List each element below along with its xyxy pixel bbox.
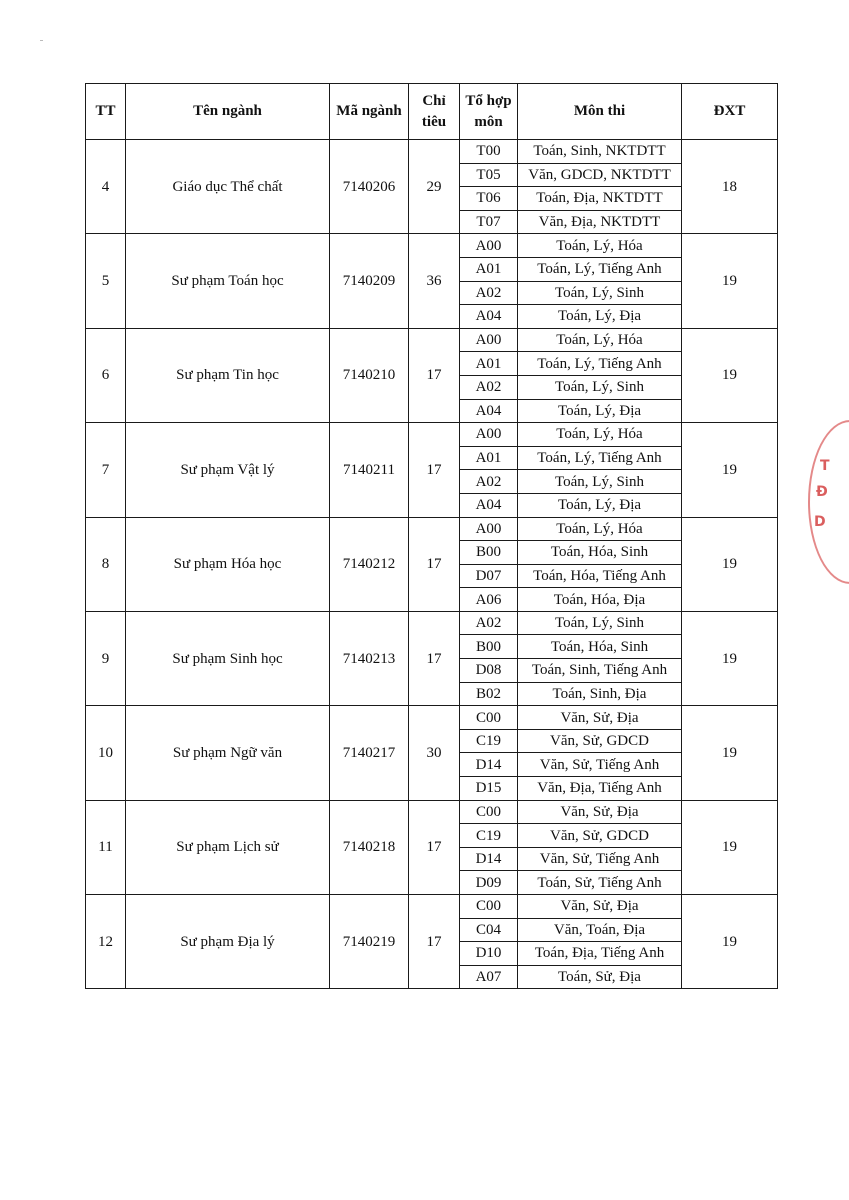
combo-code: C19 (460, 729, 518, 753)
exam-subjects: Toán, Sử, Địa (518, 965, 682, 989)
combo-code: D14 (460, 847, 518, 871)
major-code: 7140206 (330, 140, 409, 234)
exam-subjects: Văn, Sử, GDCD (518, 729, 682, 753)
header-major-code: Mã ngành (330, 84, 409, 140)
table-row (86, 706, 778, 730)
header-subject-combo: Tổ hợp môn (460, 84, 518, 140)
row-number: 8 (86, 517, 126, 611)
major-code: 7140212 (330, 517, 409, 611)
header-quota: Chỉ tiêu (409, 84, 460, 140)
table-row (86, 423, 778, 447)
combo-code: D09 (460, 871, 518, 895)
combo-code: B02 (460, 682, 518, 706)
table-row (86, 517, 778, 541)
seal-letter: Đ (816, 484, 828, 500)
major-code: 7140209 (330, 234, 409, 328)
quota: 17 (409, 423, 460, 517)
combo-code: A06 (460, 588, 518, 612)
major-code: 7140211 (330, 423, 409, 517)
exam-subjects: Toán, Địa, NKTDTT (518, 187, 682, 211)
table-row (86, 234, 778, 258)
combo-code: B00 (460, 635, 518, 659)
exam-subjects: Toán, Lý, Sinh (518, 611, 682, 635)
exam-subjects: Toán, Lý, Tiếng Anh (518, 446, 682, 470)
quota: 36 (409, 234, 460, 328)
quota: 17 (409, 517, 460, 611)
seal-letter: D (814, 514, 826, 530)
exam-subjects: Toán, Lý, Tiếng Anh (518, 257, 682, 281)
seal-letter: T (820, 458, 830, 474)
combo-code: A01 (460, 257, 518, 281)
exam-subjects: Văn, GDCD, NKTDTT (518, 163, 682, 187)
row-number: 9 (86, 611, 126, 705)
exam-subjects: Toán, Sinh, Địa (518, 682, 682, 706)
table-row (86, 895, 778, 919)
combo-code: C19 (460, 824, 518, 848)
exam-subjects: Toán, Sinh, NKTDTT (518, 140, 682, 164)
combo-code: A00 (460, 328, 518, 352)
exam-subjects: Toán, Lý, Địa (518, 399, 682, 423)
combo-code: B00 (460, 541, 518, 565)
exam-subjects: Toán, Hóa, Sinh (518, 635, 682, 659)
admission-score: 19 (682, 800, 778, 894)
exam-subjects: Toán, Lý, Hóa (518, 423, 682, 447)
exam-subjects: Toán, Lý, Hóa (518, 517, 682, 541)
combo-code: A02 (460, 470, 518, 494)
major-name: Sư phạm Lịch sử (126, 800, 330, 894)
exam-subjects: Toán, Lý, Sinh (518, 470, 682, 494)
table-header (86, 84, 778, 140)
row-number: 10 (86, 706, 126, 800)
exam-subjects: Toán, Lý, Hóa (518, 328, 682, 352)
major-name: Sư phạm Địa lý (126, 895, 330, 989)
table-row (86, 140, 778, 164)
combo-code: C00 (460, 706, 518, 730)
exam-subjects: Toán, Hóa, Tiếng Anh (518, 564, 682, 588)
quota: 30 (409, 706, 460, 800)
exam-subjects: Toán, Hóa, Địa (518, 588, 682, 612)
table-row (86, 611, 778, 635)
row-number: 6 (86, 328, 126, 422)
combo-code: A04 (460, 399, 518, 423)
major-name: Giáo dục Thể chất (126, 140, 330, 234)
exam-subjects: Văn, Sử, Địa (518, 895, 682, 919)
combo-code: A02 (460, 281, 518, 305)
header-admission-score: ĐXT (682, 84, 778, 140)
combo-code: T00 (460, 140, 518, 164)
exam-subjects: Văn, Địa, NKTDTT (518, 210, 682, 234)
combo-code: A02 (460, 375, 518, 399)
combo-code: A00 (460, 423, 518, 447)
table-row (86, 800, 778, 824)
major-name: Sư phạm Ngữ văn (126, 706, 330, 800)
combo-code: A04 (460, 493, 518, 517)
combo-code: A01 (460, 352, 518, 376)
admission-score: 19 (682, 611, 778, 705)
exam-subjects: Văn, Sử, Địa (518, 706, 682, 730)
exam-subjects: Toán, Lý, Hóa (518, 234, 682, 258)
row-number: 5 (86, 234, 126, 328)
combo-code: A02 (460, 611, 518, 635)
combo-code: D10 (460, 942, 518, 966)
exam-subjects: Toán, Hóa, Sinh (518, 541, 682, 565)
exam-subjects: Toán, Lý, Sinh (518, 375, 682, 399)
exam-subjects: Toán, Lý, Sinh (518, 281, 682, 305)
major-name: Sư phạm Sinh học (126, 611, 330, 705)
major-name: Sư phạm Hóa học (126, 517, 330, 611)
exam-subjects: Văn, Toán, Địa (518, 918, 682, 942)
header-major-name: Tên ngành (126, 84, 330, 140)
admission-score: 19 (682, 895, 778, 989)
major-code: 7140213 (330, 611, 409, 705)
row-number: 4 (86, 140, 126, 234)
combo-code: T06 (460, 187, 518, 211)
exam-subjects: Văn, Sử, Tiếng Anh (518, 753, 682, 777)
combo-code: C04 (460, 918, 518, 942)
combo-code: C00 (460, 800, 518, 824)
exam-subjects: Toán, Địa, Tiếng Anh (518, 942, 682, 966)
admissions-table (85, 83, 778, 989)
official-seal (808, 420, 849, 584)
combo-code: D15 (460, 777, 518, 801)
exam-subjects: Toán, Lý, Địa (518, 305, 682, 329)
admission-score: 18 (682, 140, 778, 234)
admission-score: 19 (682, 706, 778, 800)
scan-speck (40, 40, 43, 41)
exam-subjects: Văn, Sử, GDCD (518, 824, 682, 848)
exam-subjects: Văn, Sử, Tiếng Anh (518, 847, 682, 871)
header-exam-subjects: Môn thi (518, 84, 682, 140)
major-name: Sư phạm Tin học (126, 328, 330, 422)
exam-subjects: Văn, Địa, Tiếng Anh (518, 777, 682, 801)
admission-score: 19 (682, 423, 778, 517)
combo-code: D14 (460, 753, 518, 777)
admission-score: 19 (682, 517, 778, 611)
combo-code: A01 (460, 446, 518, 470)
table-row (86, 328, 778, 352)
table-body (86, 140, 778, 989)
combo-code: C00 (460, 895, 518, 919)
row-number: 11 (86, 800, 126, 894)
quota: 29 (409, 140, 460, 234)
exam-subjects: Toán, Sinh, Tiếng Anh (518, 659, 682, 683)
combo-code: D08 (460, 659, 518, 683)
major-name: Sư phạm Vật lý (126, 423, 330, 517)
quota: 17 (409, 328, 460, 422)
major-code: 7140219 (330, 895, 409, 989)
combo-code: T07 (460, 210, 518, 234)
exam-subjects: Toán, Sử, Tiếng Anh (518, 871, 682, 895)
quota: 17 (409, 800, 460, 894)
header-tt: TT (86, 84, 126, 140)
row-number: 7 (86, 423, 126, 517)
exam-subjects: Toán, Lý, Địa (518, 493, 682, 517)
combo-code: A07 (460, 965, 518, 989)
combo-code: T05 (460, 163, 518, 187)
exam-subjects: Văn, Sử, Địa (518, 800, 682, 824)
exam-subjects: Toán, Lý, Tiếng Anh (518, 352, 682, 376)
major-name: Sư phạm Toán học (126, 234, 330, 328)
major-code: 7140217 (330, 706, 409, 800)
quota: 17 (409, 895, 460, 989)
major-code: 7140218 (330, 800, 409, 894)
header-row (86, 84, 778, 140)
combo-code: D07 (460, 564, 518, 588)
combo-code: A00 (460, 517, 518, 541)
row-number: 12 (86, 895, 126, 989)
admission-score: 19 (682, 328, 778, 422)
major-code: 7140210 (330, 328, 409, 422)
quota: 17 (409, 611, 460, 705)
combo-code: A00 (460, 234, 518, 258)
combo-code: A04 (460, 305, 518, 329)
admission-score: 19 (682, 234, 778, 328)
